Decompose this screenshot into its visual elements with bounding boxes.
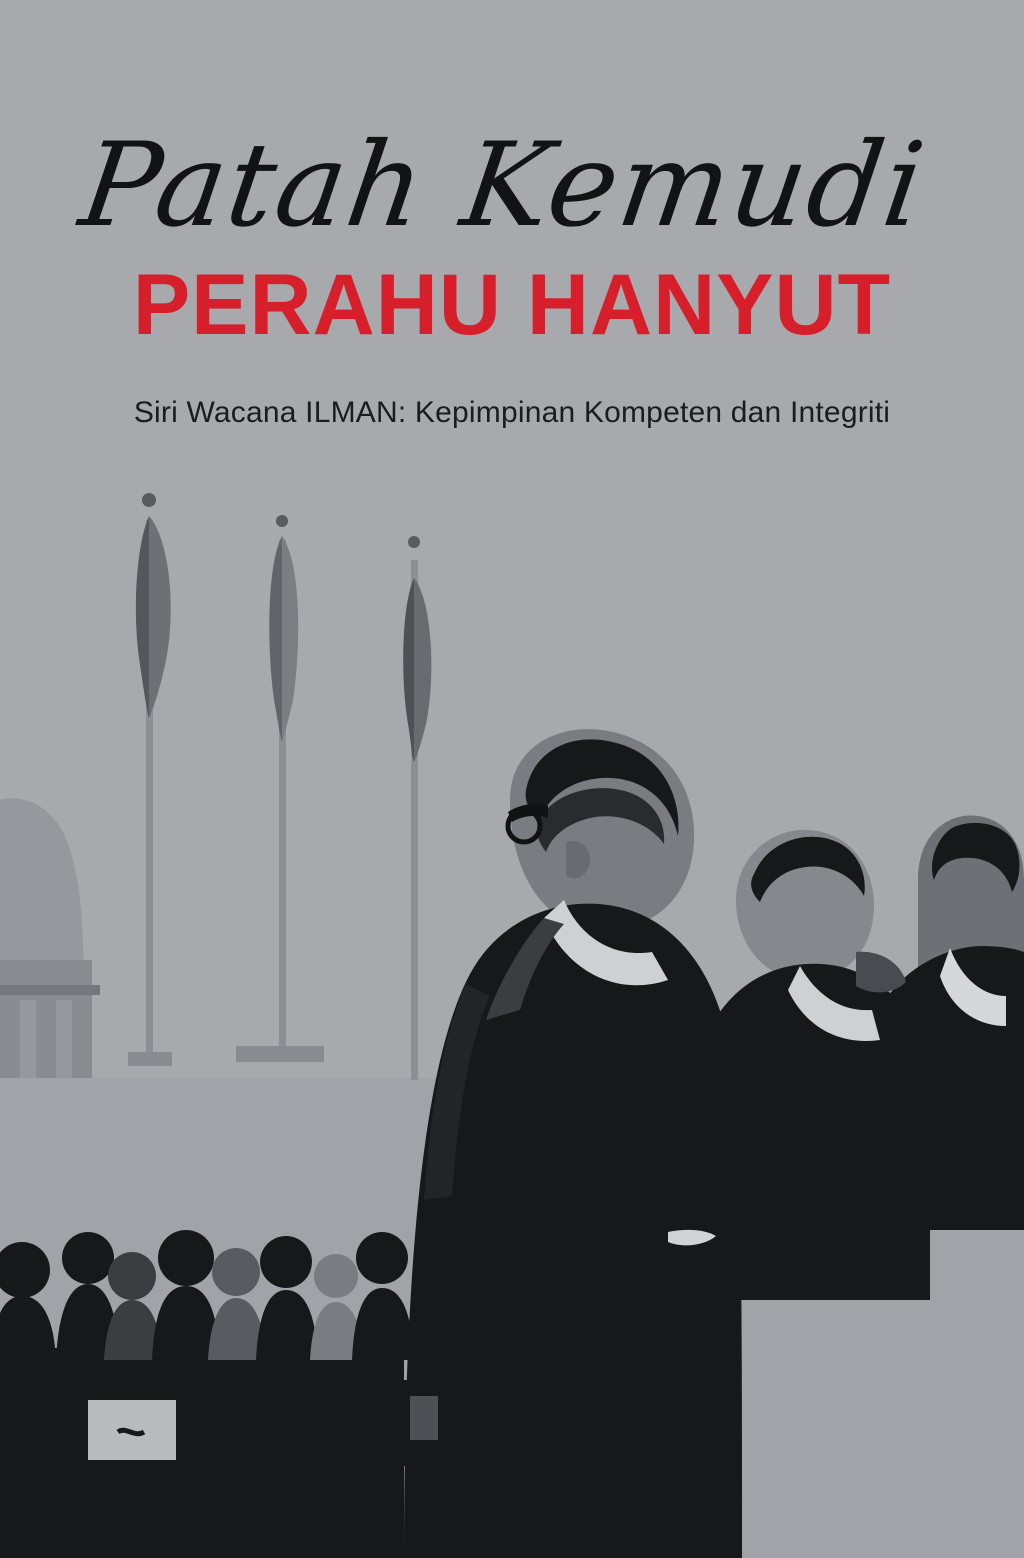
cover-title-script: Patah Kemudi [72,118,934,253]
cover-subtitle: Siri Wacana ILMAN: Kepimpinan Kompeten dan Integriti [133,396,891,429]
cover-text-block [0,0,1024,430]
crowd-base [0,1460,404,1558]
cover-title-main: PERAHU HANYUT [132,257,892,353]
right-floor [742,1500,1024,1558]
